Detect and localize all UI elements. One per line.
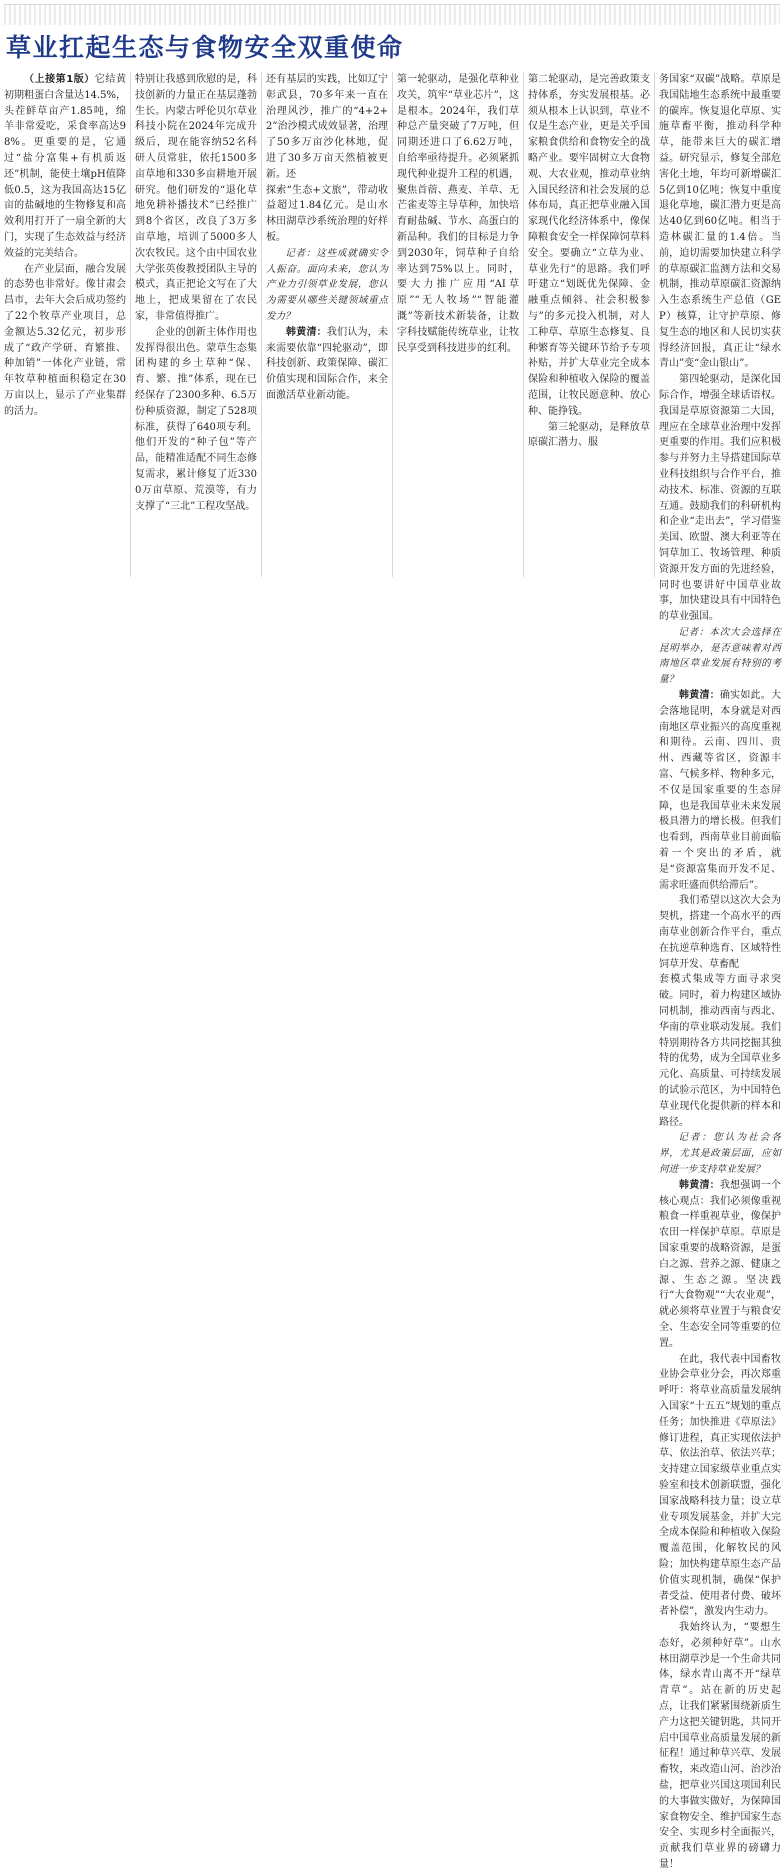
column-3 (266, 72, 388, 577)
body-paragraph: 第四轮驱动，是深化国际合作，增强全球话语权。我国是草原资源第二大国，理应在全球草业治理中发挥更重要的作用。我们应积极参与并努力主导搭建国际草业科技组织与合作平台，推动技术、标准、资源的互联互通。鼓励我们的科研机构和企业“走出去”，学习借鉴美国、欧盟、澳大利亚等在饲草加工、牧场管理、种质资源开发方面的先进经验，同时也要讲好中国草业故事，加快建设具有中国特色的草业强国。 (659, 374, 781, 623)
body-paragraph: 还有基层的实践，比如辽宁彰武县，70多年来一直在治理风沙，推广的“4+2+2”治沙模式成效显著，治理了50多万亩沙化林地，促进了30多万亩天然植被更新。还 (266, 74, 388, 180)
column-divider (130, 72, 131, 577)
body-paragraph: 我始终认为，“要想生态好，必须种好草”。山水林田湖草沙是一个生命共同体，绿水青山离不开“绿草青草”。站在新的历史起点，让我们紧紧围绕新质生产力这把关键钥匙，共同开启中国草业高质量发展的新征程！通过种草兴草、发展畜牧，来改造山河、治沙治盐，把草业兴国这项国利民的大事做实做好，为保障国家食物安全、维护国家生态安全、实现乡村全面振兴，贡献我们草业界的磅礴力量！ (659, 1622, 781, 1871)
reporter-question: 记者：您认为社会各界，尤其是政策层面，应如何进一步支持草业发展？ (659, 1132, 781, 1175)
body-paragraph: 探索“生态+文旅”，带动收益超过1.84亿元。是山水林田湖草沙系统治理的好样板。 (266, 184, 388, 243)
reporter-question: 记者：这些成就确实令人振奋。面向未来，您认为产业力引领草业发展，您认为需要从哪些关键领域重点发力？ (266, 247, 388, 322)
interviewee-answer (266, 325, 388, 404)
body-paragraph: 第三轮驱动，是释放草原碳汇潜力、服 (528, 421, 650, 449)
lead-paragraph (4, 72, 126, 262)
column-divider (654, 72, 655, 577)
body-paragraph: 第一轮驱动，是强化草种业攻关，筑牢“草业芯片”，这是根本。2024年，我们草种总产量突破了7万吨，但同期还进口了6.62万吨，自给率亟待提升。必须紧抓现代种业提升工程的机遇，聚焦首蓿、燕麦、羊草、无芒雀麦等主导草种，加快培育耐盐碱、节水、高蛋白的新品种。我们的目标是力争到2030年，饲草种子自给率达到75%以上。同时，要大力推广应用“AI草原”“无人牧场”“智能灌溉”等新技术新装备，让数字科技赋能传统草业，让牧民享受到科技进步的红利。 (397, 74, 519, 354)
column-divider (523, 72, 524, 577)
interviewee-answer (659, 688, 781, 893)
column-divider (261, 72, 262, 577)
column-6 (659, 72, 782, 1871)
interviewee-answer (659, 1178, 781, 1352)
body-paragraph: 在产业层面，融合发展的态势也非常好。像甘肃会昌市，去年大会后成功签约了22个牧草产业项目，总金额达5.32亿元，初步形成了“政产学研、育繁推、种加销”一体化产业链，常年牧草种植面积稳定在30万亩以上，显示了产业集群的活力。 (4, 263, 126, 417)
speaker-name: 韩黄清： (286, 326, 327, 338)
article-headline: 草业扛起生态与食物安全双重使命 (6, 33, 404, 62)
speaker-name: 韩黄清： (679, 690, 720, 702)
column-4 (397, 72, 519, 577)
body-paragraph: 务国家“双碳”战略。草原是我国陆地生态系统中最重要的碳库。恢复退化草原、实施草畜平衡，推动科学种草，能带来巨大的碳汇增益。研究显示，修复全部危害化土地，年均可新增碳汇5亿到10亿吨；恢复中重度退化草地，碳汇潜力更是高达40亿到60亿吨。相当于造林碳汇量的1.4倍。当前，迫切需要加快建立科学的草原碳汇监测方法和交易机制，推动草原碳汇资源纳入生态系统生产总值（GEP）核算，让守护草原、修复生态的地区和人民切实获得经济回报，真正让“绿水青山”变“金山银山”。 (659, 74, 781, 370)
column-2 (135, 72, 257, 577)
body-paragraph: 套模式集成等方面寻求突破。同时，着力构建区域协同机制，推动西南与西北、华南的草业联动发展。我们特别期待各方共同挖掘其独特的优势，成为全国草业多元化、高质量、可持续发展的试验示范区，为中国特色草业现代化提供新的样本和路径。 (659, 974, 781, 1128)
column-1 (4, 72, 126, 577)
reporter-question: 记者：本次大会选择在昆明举办，是否意味着对西南地区草业发展有特别的考量？ (659, 626, 781, 686)
column-divider (392, 72, 393, 577)
paragraph-text: 确实如此。大会落地昆明，本身就是对西南地区草业振兴的高度重视和期待。云南、四川、贵州、西藏等省区，资源丰富、气候多样、物种多元，不仅是国家重要的生态屏障，也是我国草业未来发展极具潜力的增长极。但我们也看到，西南草业目前面临着一个突出的矛盾，就是“资源富集而开发不足、需求旺盛而供给滞后”。 (659, 690, 782, 891)
column-5 (528, 72, 650, 577)
paragraph-text: 我想强调一个核心观点：我们必须像重视粮食一样重视草业，像保护农田一样保护草原。草原是国家重要的战略资源，是蛋白之源、营养之源、健康之源、生态之源。坚决践行“大食物观”“大农业观”，就必须将草业置于与粮食安全、生态安全同等重要的位置。 (659, 1179, 782, 1349)
paragraph-text: 它结黄初期粗蛋白含量达14.5%，头茬鲜草亩产1.85吨，绵羊非常爱吃，采食率高达98%。更重要的是，它通过“盐分富集+有机质返还”机制，能使土壤pH值降低0.5，这为我国高达15亿亩的盐碱地的生物修复和高效利用打开了一扇全新的大门，实现了生态效益与经济效益的完美结合。 (4, 74, 126, 259)
continuation-marker: （上接第1版） (24, 74, 95, 85)
body-paragraph: 第二轮驱动，是完善政策支持体系，夯实发展根基。必须从根本上认识到，草业不仅是生态产业，更是关乎国家粮食供给和食物安全的战略产业。要牢固树立大食物观、大农业观，推动草业纳入国民经济和社会发展的总体布局，真正把草业融入国家现代化经济体系中，像保障粮食安全一样保障饲草料安全。要确立“立草为业、草业先行”的思路。我们呼吁建立“划既优先保障、金融重点倾斜、社会积极参与”的多元投入机制，对人工种草、草原生态修复、良种繁育等关键环节给予专项补贴，并扩大草业完全成本保险和种植收入保险的覆盖范围，让牧民愿意种、放心种、能挣钱。 (528, 74, 650, 417)
body-paragraph: 企业的创新主体作用也发挥得很出色。蒙草生态集团构建的乡土草种“保、育、繁、推”体系，现在已经保存了2300多种、6.5万份种质资源，制定了528项标准，获得了640项专利。他们开发的“种子包”等产品，能精准适配不同生态修复需求，累计修复了近3300万亩草原、荒漠等，有力支撑了“三北”工程攻坚战。 (135, 326, 257, 512)
speaker-name: 韩黄清： (679, 1179, 720, 1191)
body-paragraph: 我们希望以这次大会为契机，搭建一个高水平的西南草业创新合作平台，重点在抗逆草种选育、区域特性饲草开发、草畜配 (659, 895, 781, 970)
body-paragraph: 特别让我感到欣慰的是，科技创新的力量正在基层蓬勃生长。内蒙古呼伦贝尔草业科技小院在2024年完成升级后，现在能容纳52名科研人员常驻，依托1500多亩草地和330多亩耕地开展研究。他们研发的“退化草地免耕补播技术”已经推广到8个省区，改良了3万多亩草地，培训了5000多人次农牧民。这个由中国农业大学张英俊教授团队主导的模式，真正把论文写在了大地上，把成果留在了农民家，非常值得推广。 (135, 74, 257, 322)
paragraph-text: 我们认为，未来需要依靠“四轮驱动”，即科技创新、政策保障、碳汇价值实现和国际合作，来全面激活草业新动能。 (266, 326, 389, 401)
header-band (4, 4, 780, 25)
body-paragraph: 在此，我代表中国畜牧业协会草业分会，再次郑重呼吁：将草业高质量发展纳入国家“十五五”规划的重点任务；加快推进《草原法》修订进程，真正实现依法护草、依法治草、依法兴草；支持建立国家级草业重点实验室和技术创新联盟，强化国家战略科技力量；设立草业专项发展基金，并扩大完全成本保险和种植收入保险覆盖范围，化解牧民的风险；加快构建草原生态产品价值实现机制，确保“保护者受益、使用者付费、破坏者补偿”，激发内生动力。 (659, 1353, 781, 1618)
